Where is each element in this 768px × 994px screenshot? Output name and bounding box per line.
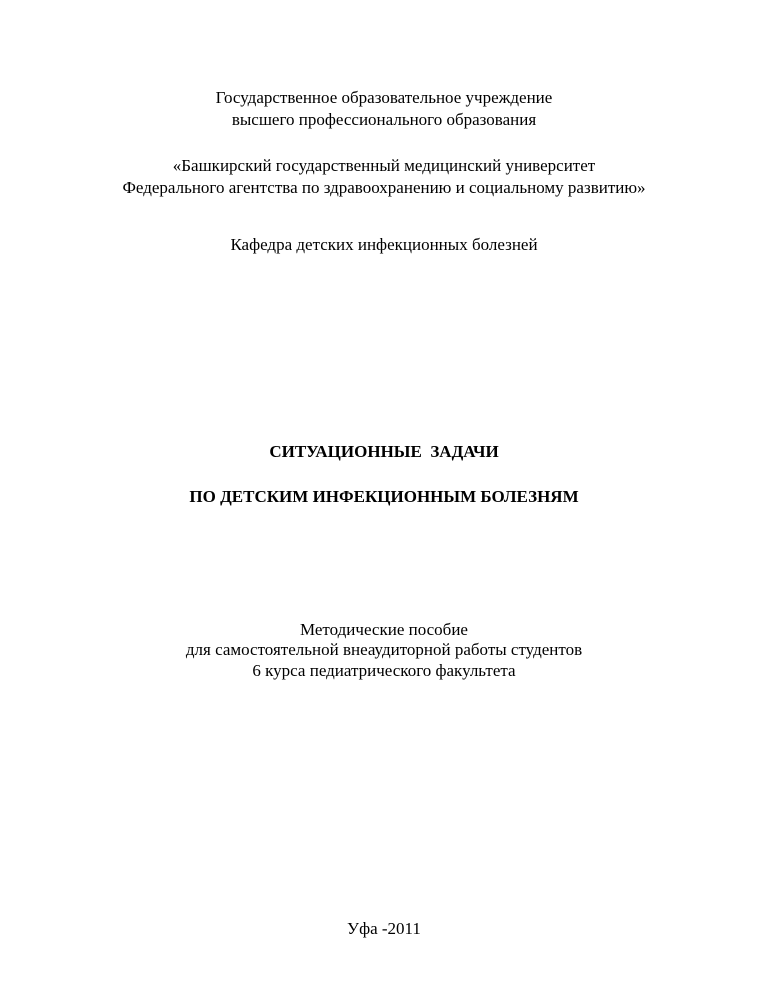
institution-line-1: Государственное образовательное учреждение (215, 88, 553, 107)
title-line-1: СИТУАЦИОННЫЕ ЗАДАЧИ (269, 442, 499, 461)
university-line-1: «Башкирский государственный медицинский университет (172, 156, 596, 175)
description-line-2: для самостоятельной внеаудиторной работы студентов (185, 640, 583, 659)
title-line-2: ПО ДЕТСКИМ ИНФЕКЦИОННЫМ БОЛЕЗНЯМ (189, 487, 579, 506)
department-name: Кафедра детских инфекционных болезней (230, 235, 538, 254)
description-line-1: Методические пособие (300, 620, 468, 639)
institution-line-2: высшего профессионального образования (231, 110, 537, 129)
university-line-2: Федерального агентства по здравоохранению и социальному развитию» (122, 178, 646, 197)
description-line-3: 6 курса педиатрического факультета (252, 661, 516, 680)
city-year: Уфа -2011 (347, 919, 421, 938)
